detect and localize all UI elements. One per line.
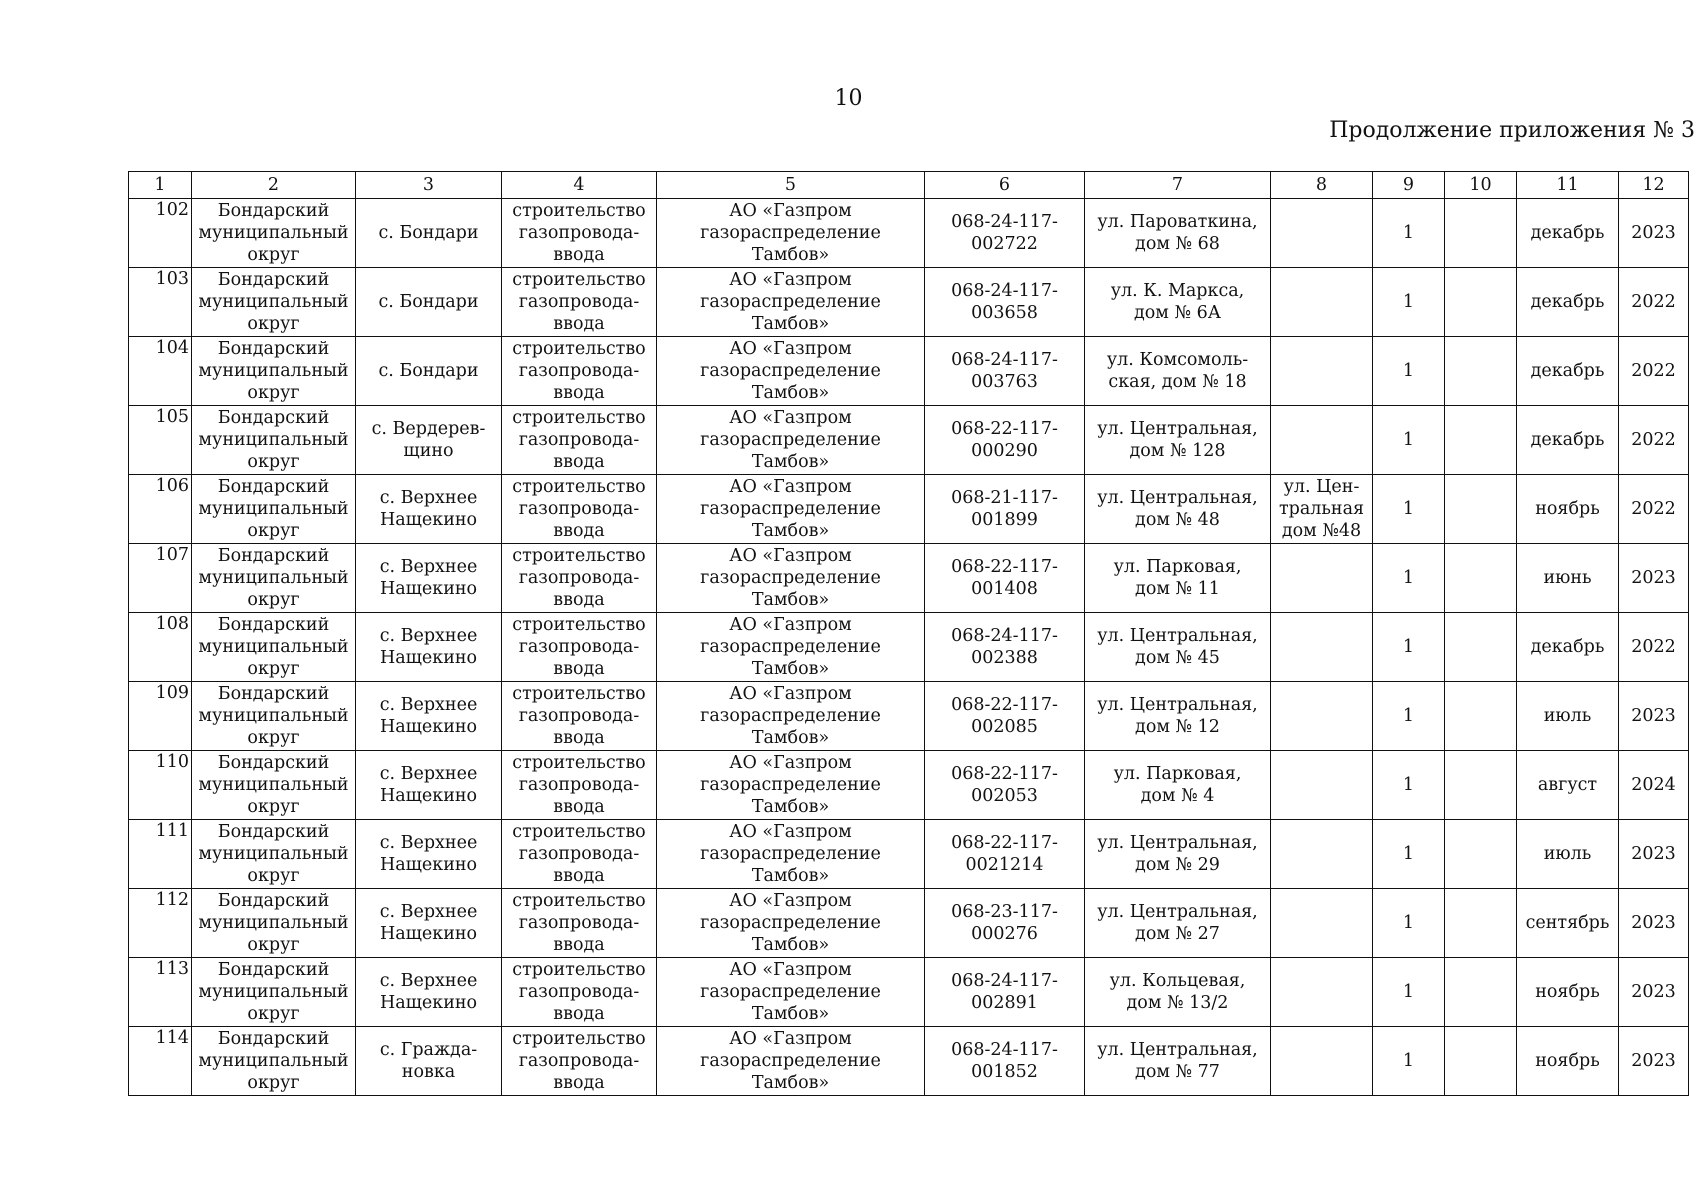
month-cell: июнь [1517, 544, 1619, 613]
address-cell: ул. Пароваткина, дом № 68 [1085, 199, 1271, 268]
year-cell: 2023 [1619, 199, 1689, 268]
row-number-cell: 114 [129, 1027, 192, 1096]
work-type-cell: строительство газопровода- ввода [502, 337, 657, 406]
table-row [129, 889, 1689, 958]
column-header-9: 9 [1373, 172, 1445, 199]
row-number-cell: 106 [129, 475, 192, 544]
year-cell: 2022 [1619, 475, 1689, 544]
address-cell: ул. Центральная, дом № 77 [1085, 1027, 1271, 1096]
address-cell: ул. Комсомоль- ская, дом № 18 [1085, 337, 1271, 406]
count-cell: 1 [1373, 268, 1445, 337]
code-cell: 068-24-117- 002722 [925, 199, 1085, 268]
table-row [129, 958, 1689, 1027]
organization-cell: АО «Газпром газораспределение Тамбов» [657, 889, 925, 958]
work-type-cell: строительство газопровода- ввода [502, 613, 657, 682]
locality-cell: с. Верхнее Нащекино [356, 544, 502, 613]
row-number-cell: 108 [129, 613, 192, 682]
row-number-cell: 105 [129, 406, 192, 475]
column-header-11: 11 [1517, 172, 1619, 199]
organization-cell: АО «Газпром газораспределение Тамбов» [657, 613, 925, 682]
year-cell: 2022 [1619, 268, 1689, 337]
locality-cell: с. Бондари [356, 337, 502, 406]
locality-cell: с. Вердерев- щино [356, 406, 502, 475]
count-cell: 1 [1373, 406, 1445, 475]
column-8-cell: ул. Цен- тральная дом №48 [1271, 475, 1373, 544]
column-header-2: 2 [192, 172, 356, 199]
district-cell: Бондарский муниципальный округ [192, 613, 356, 682]
organization-cell: АО «Газпром газораспределение Тамбов» [657, 544, 925, 613]
year-cell: 2023 [1619, 682, 1689, 751]
column-8-cell [1271, 751, 1373, 820]
table-row [129, 751, 1689, 820]
column-10-cell [1445, 889, 1517, 958]
work-type-cell: строительство газопровода- ввода [502, 820, 657, 889]
column-header-10: 10 [1445, 172, 1517, 199]
column-10-cell [1445, 682, 1517, 751]
locality-cell: с. Верхнее Нащекино [356, 475, 502, 544]
count-cell: 1 [1373, 337, 1445, 406]
column-header-6: 6 [925, 172, 1085, 199]
column-10-cell [1445, 751, 1517, 820]
code-cell: 068-24-117- 002388 [925, 613, 1085, 682]
code-cell: 068-22-117- 002085 [925, 682, 1085, 751]
count-cell: 1 [1373, 751, 1445, 820]
table-row [129, 682, 1689, 751]
month-cell: декабрь [1517, 613, 1619, 682]
locality-cell: с. Бондари [356, 199, 502, 268]
address-cell: ул. К. Маркса, дом № 6А [1085, 268, 1271, 337]
address-cell: ул. Центральная, дом № 48 [1085, 475, 1271, 544]
column-8-cell [1271, 1027, 1373, 1096]
table-row [129, 613, 1689, 682]
organization-cell: АО «Газпром газораспределение Тамбов» [657, 958, 925, 1027]
district-cell: Бондарский муниципальный округ [192, 1027, 356, 1096]
row-number-cell: 109 [129, 682, 192, 751]
work-type-cell: строительство газопровода- ввода [502, 199, 657, 268]
year-cell: 2023 [1619, 889, 1689, 958]
code-cell: 068-24-117- 002891 [925, 958, 1085, 1027]
table-row [129, 199, 1689, 268]
column-8-cell [1271, 199, 1373, 268]
code-cell: 068-23-117- 000276 [925, 889, 1085, 958]
address-cell: ул. Центральная, дом № 27 [1085, 889, 1271, 958]
column-header-12: 12 [1619, 172, 1689, 199]
column-header-8: 8 [1271, 172, 1373, 199]
locality-cell: с. Верхнее Нащекино [356, 682, 502, 751]
work-type-cell: строительство газопровода- ввода [502, 475, 657, 544]
row-number-cell: 113 [129, 958, 192, 1027]
work-type-cell: строительство газопровода- ввода [502, 958, 657, 1027]
year-cell: 2023 [1619, 958, 1689, 1027]
count-cell: 1 [1373, 820, 1445, 889]
column-header-1: 1 [129, 172, 192, 199]
year-cell: 2023 [1619, 544, 1689, 613]
work-type-cell: строительство газопровода- ввода [502, 544, 657, 613]
count-cell: 1 [1373, 958, 1445, 1027]
year-cell: 2022 [1619, 406, 1689, 475]
column-10-cell [1445, 406, 1517, 475]
code-cell: 068-24-117- 001852 [925, 1027, 1085, 1096]
district-cell: Бондарский муниципальный округ [192, 268, 356, 337]
address-cell: ул. Центральная, дом № 45 [1085, 613, 1271, 682]
locality-cell: с. Верхнее Нащекино [356, 613, 502, 682]
organization-cell: АО «Газпром газораспределение Тамбов» [657, 475, 925, 544]
code-cell: 068-22-117- 002053 [925, 751, 1085, 820]
locality-cell: с. Верхнее Нащекино [356, 958, 502, 1027]
column-header-4: 4 [502, 172, 657, 199]
column-10-cell [1445, 820, 1517, 889]
locality-cell: с. Верхнее Нащекино [356, 820, 502, 889]
appendix-continuation-note: Продолжение приложения № 3 [1329, 118, 1695, 143]
column-8-cell [1271, 268, 1373, 337]
column-8-cell [1271, 406, 1373, 475]
column-10-cell [1445, 1027, 1517, 1096]
month-cell: июль [1517, 682, 1619, 751]
address-cell: ул. Парковая, дом № 4 [1085, 751, 1271, 820]
row-number-cell: 107 [129, 544, 192, 613]
column-8-cell [1271, 544, 1373, 613]
year-cell: 2024 [1619, 751, 1689, 820]
count-cell: 1 [1373, 682, 1445, 751]
table-body [129, 199, 1689, 1096]
code-cell: 068-24-117- 003658 [925, 268, 1085, 337]
row-number-cell: 102 [129, 199, 192, 268]
code-cell: 068-22-117- 0021214 [925, 820, 1085, 889]
column-header-5: 5 [657, 172, 925, 199]
organization-cell: АО «Газпром газораспределение Тамбов» [657, 199, 925, 268]
district-cell: Бондарский муниципальный округ [192, 475, 356, 544]
address-cell: ул. Центральная, дом № 12 [1085, 682, 1271, 751]
count-cell: 1 [1373, 475, 1445, 544]
column-8-cell [1271, 613, 1373, 682]
organization-cell: АО «Газпром газораспределение Тамбов» [657, 751, 925, 820]
district-cell: Бондарский муниципальный округ [192, 958, 356, 1027]
header-row [129, 172, 1689, 199]
district-cell: Бондарский муниципальный округ [192, 820, 356, 889]
locality-cell: с. Верхнее Нащекино [356, 889, 502, 958]
code-cell: 068-22-117- 000290 [925, 406, 1085, 475]
count-cell: 1 [1373, 199, 1445, 268]
district-cell: Бондарский муниципальный округ [192, 751, 356, 820]
month-cell: ноябрь [1517, 1027, 1619, 1096]
row-number-cell: 103 [129, 268, 192, 337]
work-type-cell: строительство газопровода- ввода [502, 268, 657, 337]
code-cell: 068-22-117- 001408 [925, 544, 1085, 613]
month-cell: ноябрь [1517, 958, 1619, 1027]
works-table [128, 171, 1689, 1096]
column-10-cell [1445, 613, 1517, 682]
table-row [129, 475, 1689, 544]
column-10-cell [1445, 475, 1517, 544]
address-cell: ул. Парковая, дом № 11 [1085, 544, 1271, 613]
organization-cell: АО «Газпром газораспределение Тамбов» [657, 682, 925, 751]
year-cell: 2023 [1619, 1027, 1689, 1096]
locality-cell: с. Гражда- новка [356, 1027, 502, 1096]
organization-cell: АО «Газпром газораспределение Тамбов» [657, 820, 925, 889]
work-type-cell: строительство газопровода- ввода [502, 1027, 657, 1096]
column-10-cell [1445, 268, 1517, 337]
column-header-3: 3 [356, 172, 502, 199]
district-cell: Бондарский муниципальный округ [192, 406, 356, 475]
row-number-cell: 111 [129, 820, 192, 889]
column-header-7: 7 [1085, 172, 1271, 199]
column-10-cell [1445, 544, 1517, 613]
row-number-cell: 110 [129, 751, 192, 820]
month-cell: август [1517, 751, 1619, 820]
code-cell: 068-21-117- 001899 [925, 475, 1085, 544]
address-cell: ул. Кольцевая, дом № 13/2 [1085, 958, 1271, 1027]
district-cell: Бондарский муниципальный округ [192, 889, 356, 958]
table-row [129, 406, 1689, 475]
table-row [129, 544, 1689, 613]
work-type-cell: строительство газопровода- ввода [502, 889, 657, 958]
locality-cell: с. Верхнее Нащекино [356, 751, 502, 820]
column-8-cell [1271, 958, 1373, 1027]
year-cell: 2022 [1619, 337, 1689, 406]
district-cell: Бондарский муниципальный округ [192, 544, 356, 613]
count-cell: 1 [1373, 889, 1445, 958]
table-row [129, 1027, 1689, 1096]
code-cell: 068-24-117- 003763 [925, 337, 1085, 406]
address-cell: ул. Центральная, дом № 128 [1085, 406, 1271, 475]
month-cell: декабрь [1517, 337, 1619, 406]
table-row [129, 337, 1689, 406]
year-cell: 2023 [1619, 820, 1689, 889]
column-8-cell [1271, 889, 1373, 958]
locality-cell: с. Бондари [356, 268, 502, 337]
count-cell: 1 [1373, 1027, 1445, 1096]
month-cell: ноябрь [1517, 475, 1619, 544]
column-10-cell [1445, 958, 1517, 1027]
column-10-cell [1445, 337, 1517, 406]
month-cell: декабрь [1517, 199, 1619, 268]
count-cell: 1 [1373, 613, 1445, 682]
month-cell: декабрь [1517, 268, 1619, 337]
page-number: 10 [834, 86, 863, 111]
month-cell: июль [1517, 820, 1619, 889]
row-number-cell: 112 [129, 889, 192, 958]
table-row [129, 820, 1689, 889]
organization-cell: АО «Газпром газораспределение Тамбов» [657, 337, 925, 406]
organization-cell: АО «Газпром газораспределение Тамбов» [657, 1027, 925, 1096]
column-8-cell [1271, 820, 1373, 889]
organization-cell: АО «Газпром газораспределение Тамбов» [657, 268, 925, 337]
work-type-cell: строительство газопровода- ввода [502, 406, 657, 475]
count-cell: 1 [1373, 544, 1445, 613]
column-8-cell [1271, 337, 1373, 406]
month-cell: декабрь [1517, 406, 1619, 475]
district-cell: Бондарский муниципальный округ [192, 682, 356, 751]
row-number-cell: 104 [129, 337, 192, 406]
column-10-cell [1445, 199, 1517, 268]
district-cell: Бондарский муниципальный округ [192, 337, 356, 406]
work-type-cell: строительство газопровода- ввода [502, 751, 657, 820]
year-cell: 2022 [1619, 613, 1689, 682]
work-type-cell: строительство газопровода- ввода [502, 682, 657, 751]
address-cell: ул. Центральная, дом № 29 [1085, 820, 1271, 889]
organization-cell: АО «Газпром газораспределение Тамбов» [657, 406, 925, 475]
month-cell: сентябрь [1517, 889, 1619, 958]
column-8-cell [1271, 682, 1373, 751]
table-row [129, 268, 1689, 337]
district-cell: Бондарский муниципальный округ [192, 199, 356, 268]
